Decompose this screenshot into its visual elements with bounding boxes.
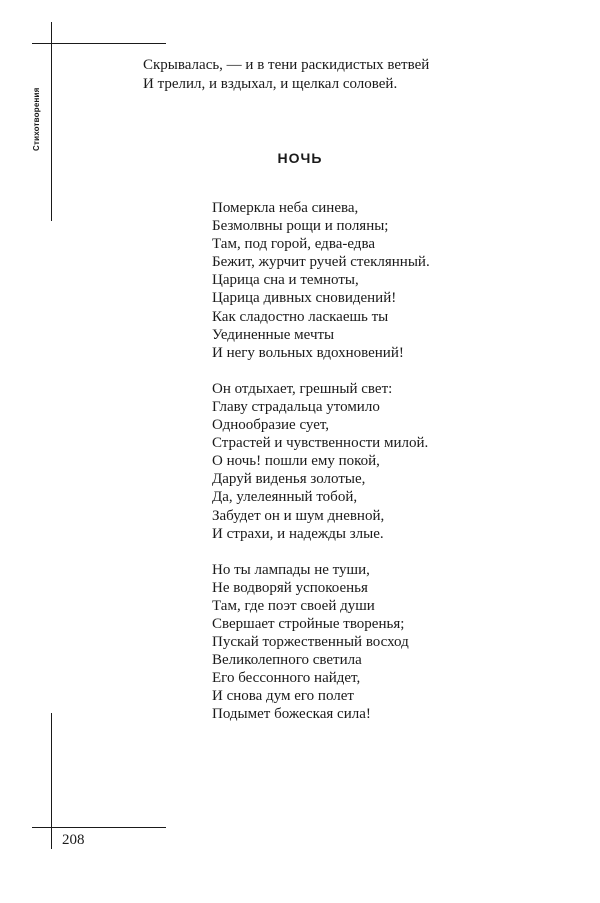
verse-line: Свершает стройные творенья; xyxy=(212,615,405,632)
margin-rule-horizontal-bottom xyxy=(32,827,166,828)
verse-line: Он отдыхает, грешный свет: xyxy=(212,380,393,397)
verse-line: Пускай торжественный восход xyxy=(212,634,409,651)
poem-title: НОЧЬ xyxy=(277,150,323,166)
margin-rule-vertical-bottom xyxy=(51,713,52,849)
verse-line: Подымет божеская сила! xyxy=(212,706,371,723)
verse-line: Забудет он и шум дневной, xyxy=(212,507,385,524)
verse-line: Страстей и чувственности милой. xyxy=(212,435,429,452)
stanza-3 xyxy=(212,561,430,724)
verse-line: Безмолвны рощи и поляны; xyxy=(212,218,389,235)
stanza-2 xyxy=(212,380,430,543)
verse-line: Да, улелеянный тобой, xyxy=(212,489,358,506)
verse-line: Как сладостно ласкаешь ты xyxy=(212,308,389,325)
verse-line: Великолепного светила xyxy=(212,652,362,669)
verse-line: Но ты лампады не туши, xyxy=(212,561,370,578)
verse-line: Скрывалась, — и в тени раскидистых ветвей xyxy=(143,57,430,73)
page-number: 208 xyxy=(62,832,85,848)
verse-line: И негу вольных вдохновений! xyxy=(212,344,404,361)
verse-line: Бежит, журчит ручей стеклянный. xyxy=(212,254,430,271)
verse-line: О ночь! пошли ему покой, xyxy=(212,453,380,470)
continued-verse xyxy=(143,56,429,94)
verse-line: И трелил, и вздыхал, и щелкал соловей. xyxy=(143,76,398,92)
verse-line: Уединенные мечты xyxy=(212,326,335,343)
verse-line: Там, где поэт своей души xyxy=(212,597,375,614)
verse-line: Царица дивных сновидений! xyxy=(212,290,397,307)
verse-line: Даруй виденья золотые, xyxy=(212,471,366,488)
margin-rule-vertical-top xyxy=(51,22,52,221)
verse-line: И снова дум его полет xyxy=(212,688,354,705)
poem-body xyxy=(212,199,430,742)
verse-line: Царица сна и темноты, xyxy=(212,272,359,289)
running-head: Стихотворения xyxy=(32,87,41,151)
verse-line: Главу страдальца утомило xyxy=(212,398,380,415)
verse-line: Не водворяй успокоенья xyxy=(212,579,368,596)
verse-line: И страхи, и надежды злые. xyxy=(212,525,384,542)
stanza-1 xyxy=(212,199,430,362)
verse-line: Его бессонного найдет, xyxy=(212,670,361,687)
margin-rule-horizontal-top xyxy=(32,43,166,44)
verse-line: Однообразие сует, xyxy=(212,417,330,434)
verse-line: Там, под горой, едва-едва xyxy=(212,236,375,253)
verse-line: Померкла неба синева, xyxy=(212,200,359,216)
